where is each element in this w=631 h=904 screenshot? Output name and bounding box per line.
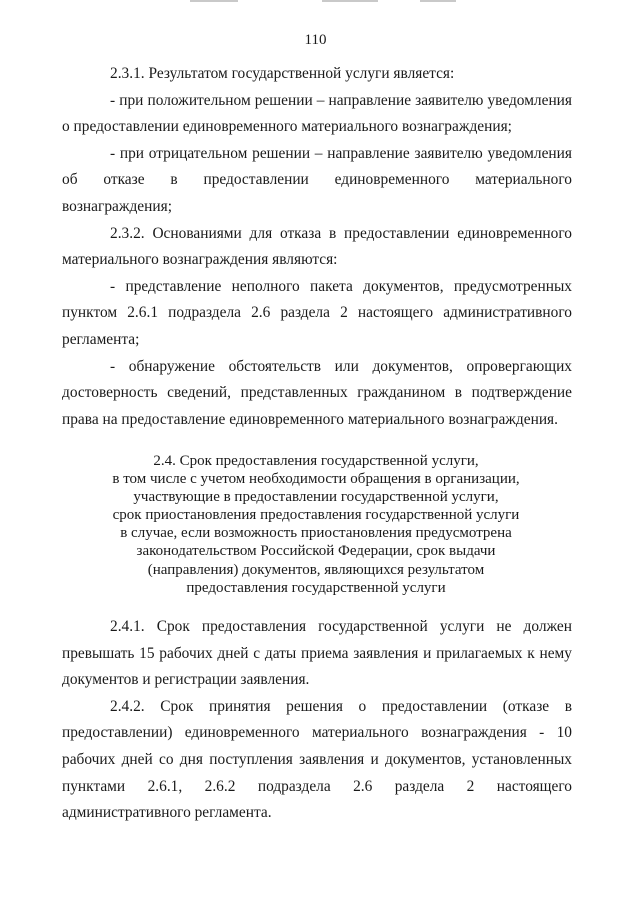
heading-line: 2.4. Срок предоставления государственной услуги, — [153, 453, 479, 469]
section-heading-2-4 — [60, 452, 572, 597]
heading-line: в том числе с учетом необходимости обращения в организации, — [112, 471, 520, 488]
heading-line: срок приостановления предоставления государственной услуги — [112, 507, 520, 524]
heading-line: (направления) документов, являющихся результатом — [147, 561, 485, 578]
section-2-3 — [62, 61, 572, 433]
scan-artifact — [190, 0, 238, 2]
paragraph-positive-decision: - при положительном решении – направление заявителю уведомления о предоставлении единовременного материального вознаграждения; — [62, 91, 572, 136]
paragraph-incomplete-documents: - представление неполного пакета документов, предусмотренных пунктом 2.6.1 подраздела 2.6 раздела 2 настоящего административного регламента; — [62, 277, 572, 348]
paragraph-2-3-1: 2.3.1. Результатом государственной услуги является: — [110, 65, 455, 82]
scan-artifact — [420, 0, 456, 2]
paragraph-2-3-2: 2.3.2. Основаниями для отказа в предоставлении единовременного материального вознаграждения являются: — [62, 224, 572, 269]
heading-line: в случае, если возможность приостановления предусмотрена — [120, 525, 512, 542]
heading-line: предоставления государственной услуги — [186, 579, 446, 596]
paragraph-2-4-2: 2.4.2. Срок принятия решения о предоставлении (отказе в предоставлении) единовременного материального вознаграждения - 10 рабочих дней со дня поступления заявления и документов, установленных пунктами 2.6.1, 2.6.2 подраздела 2.6 раздела 2 настоящего административного регламента. — [62, 697, 572, 822]
paragraph-refuting-circumstances: - обнаружение обстоятельств или документов, опровергающих достоверность сведений, представленных гражданином в подтверждение права на предоставление единовременного материального вознаграждения. — [62, 357, 572, 428]
heading-line: законодательством Российской Федерации, срок выдачи — [136, 543, 496, 560]
scan-artifact — [322, 0, 378, 2]
page-number: 110 — [304, 32, 327, 48]
section-2-4 — [62, 614, 572, 827]
paragraph-negative-decision: - при отрицательном решении – направление заявителю уведомления об отказе в предоставлении единовременного материального вознаграждения; — [62, 144, 572, 215]
heading-line: участвующие в предоставлении государственной услуги, — [133, 489, 499, 506]
paragraph-2-4-1: 2.4.1. Срок предоставления государственной услуги не должен превышать 15 рабочих дней с даты приема заявления и прилагаемых к нему документов и регистрации заявления. — [62, 618, 572, 689]
